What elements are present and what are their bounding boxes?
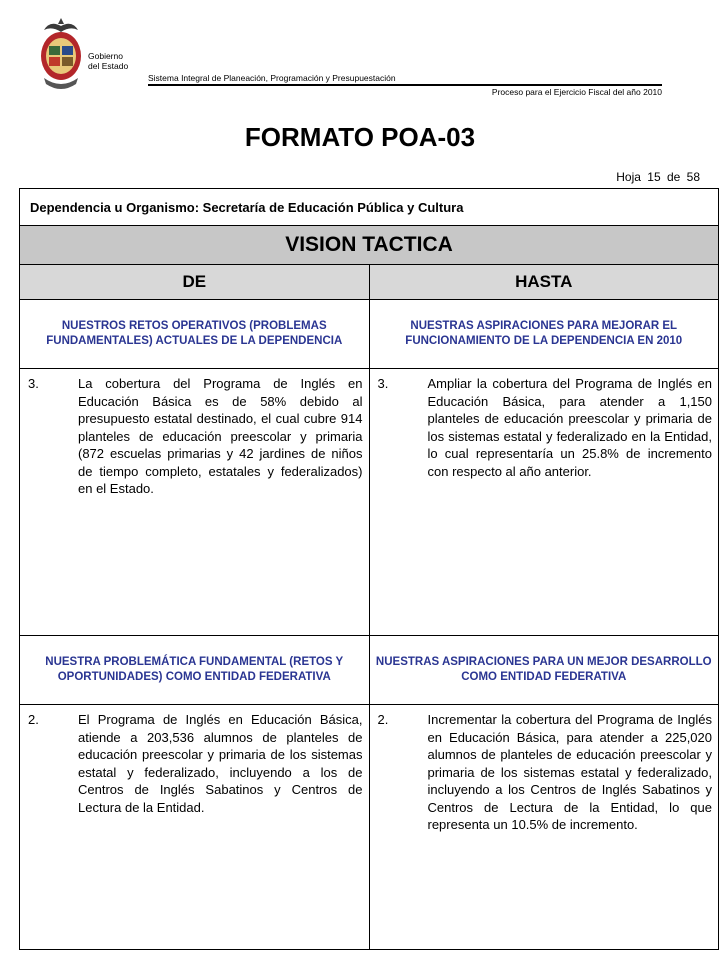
- dependency-cell: Dependencia u Organismo: Secretaría de Educación Pública y Cultura: [20, 189, 719, 226]
- state-seal-logo: [36, 18, 86, 96]
- item-text: Ampliar la cobertura del Programa de Inglés en Educación Básica, para atender a 1,150 planteles de educación preescolar y primaria de los sistemas estatal y federalizado en la Entidad, lo cual representaría un 25.8% de incremento con respecto al año anterior.: [427, 376, 712, 479]
- block1-left-item: [20, 369, 369, 498]
- section-title: VISION TACTICA: [20, 226, 719, 265]
- column-header-de: DE: [20, 265, 370, 300]
- item-text: La cobertura del Programa de Inglés en Educación Básica es de 58% debido al presupuesto estatal destinado, el cual cubre 914 planteles de educación preescolar y primaria (872 escuelas primarias y 42 jardines de niños de tiempo completo, estatales y federalizados) en el Estado.: [78, 376, 363, 496]
- block2-right-heading: NUESTRAS ASPIRACIONES PARA UN MEJOR DESARROLLO COMO ENTIDAD FEDERATIVA: [369, 636, 719, 705]
- page-indicator: Hoja 15 de 58: [616, 170, 700, 184]
- system-name: Sistema Integral de Planeación, Programación y Presupuestación: [148, 73, 396, 83]
- block1-right-heading: NUESTRAS ASPIRACIONES PARA MEJORAR EL FUNCIONAMIENTO DE LA DEPENDENCIA EN 2010: [369, 300, 719, 369]
- item-number: 2.: [377, 712, 389, 727]
- process-label: Proceso para el Ejercicio Fiscal del año 2010: [491, 87, 662, 97]
- government-label: [88, 51, 128, 71]
- block2-left-item: [20, 705, 369, 816]
- block2-left-heading: NUESTRA PROBLEMÁTICA FUNDAMENTAL (RETOS Y OPORTUNIDADES) COMO ENTIDAD FEDERATIVA: [20, 636, 370, 705]
- block1-right-cell: [369, 369, 719, 636]
- government-line-2: del Estado: [88, 61, 129, 71]
- block1-left-heading: NUESTROS RETOS OPERATIVOS (PROBLEMAS FUNDAMENTALES) ACTUALES DE LA DEPENDENCIA: [20, 300, 370, 369]
- item-number: 2.: [28, 712, 39, 727]
- block2-right-item: [370, 705, 719, 834]
- item-number: 3.: [377, 376, 389, 391]
- government-line-1: Gobierno: [88, 51, 123, 61]
- block1-right-item: [370, 369, 719, 480]
- vision-tactica-table: [19, 188, 719, 950]
- block2-right-cell: [369, 705, 719, 950]
- block1-left-cell: [20, 369, 370, 636]
- item-text: El Programa de Inglés en Educación Básica, atiende a 203,536 alumnos de planteles de educación preescolar y primaria de los sistemas estatal y federalizado, incluyendo a los de Centros de Inglés Sabatinos y Centros de Lectura de la Entidad.: [78, 712, 363, 815]
- column-header-hasta: HASTA: [369, 265, 719, 300]
- header-rule: [148, 84, 662, 86]
- page-title: FORMATO POA-03: [244, 122, 476, 152]
- block2-left-cell: [20, 705, 370, 950]
- item-text: Incrementar la cobertura del Programa de Inglés en Educación Básica, para atender a 225,020 alumnos de planteles de educación preescolar y primaria de los sistemas estatal y federalizado, incluyendo a los Centros de Inglés Sabatinos y Centros de Lectura de la Entidad, lo que representa un 10.5% de incremento.: [427, 712, 712, 832]
- item-number: 3.: [28, 376, 39, 391]
